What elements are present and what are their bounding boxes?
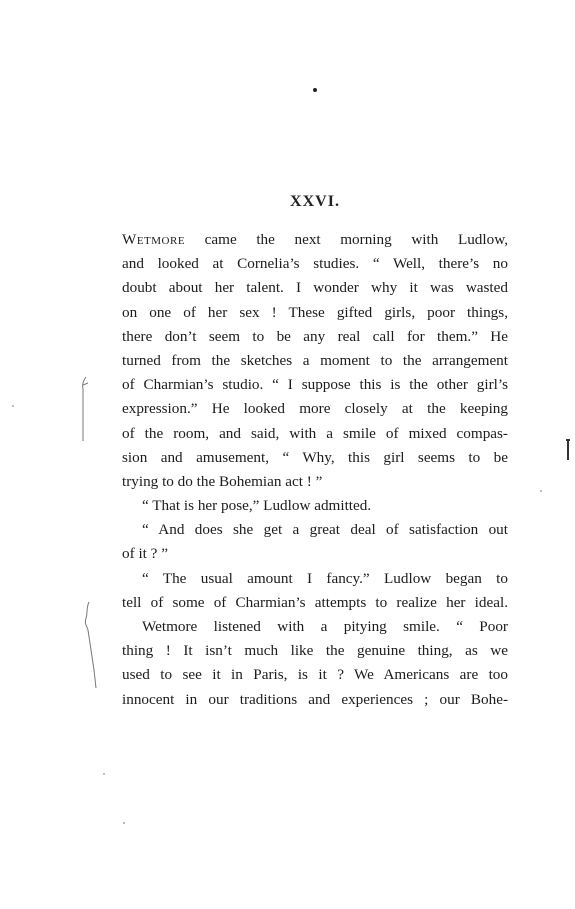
page-speck [123,822,125,824]
text-line [122,228,508,252]
text-line: innocent in our traditions and experiences ; our Bohe- [122,690,508,708]
text-line: used to see it in Paris, is it ? We Americans are too [122,666,508,684]
text-line: there don’t seem to be any real call for them.” He [122,327,508,345]
text-line: sion and amusement, “ Why, this girl seems to be [122,448,508,466]
text-line: of it ? ” [122,545,168,563]
text-line: on one of her sex ! These gifted girls, poor things, [122,303,508,321]
text-line: thing ! It isn’t much like the genuine thing, as we [122,642,508,660]
text-line: expression.” He looked more closely at the keeping [122,400,508,418]
text-line: “ That is her pose,” Ludlow admitted. [142,497,372,515]
opening-word: Wetmore [122,231,186,248]
page-speck [540,490,542,492]
text-line: trying to do the Bohemian act ! ” [122,472,323,490]
text-line: “ And does she get a great deal of satisfaction out [142,521,508,539]
line-text: came the next morning with Ludlow, [185,231,508,248]
ornament-dot [313,88,317,92]
text-line: of the room, and said, with a smile of mixed compas- [122,424,508,442]
text-line: and looked at Cornelia’s studies. “ Well, there’s no [122,255,508,273]
margin-bracket-mark [78,375,92,445]
page-body [122,228,508,712]
text-line: turned from the sketches a moment to the arrangement [122,351,508,369]
page-speck [103,773,105,775]
chapter-heading: XXVI. [290,193,340,210]
text-line: Wetmore listened with a pitying smile. “ Poor [142,618,508,635]
text-line: tell of some of Charmian’s attempts to realize her ideal. [122,593,508,611]
edge-mark [566,438,570,460]
text-line: doubt about her talent. I wonder why it was wasted [122,279,508,297]
margin-bracket-mark [82,600,102,692]
text-line: of Charmian’s studio. “ I suppose this is the other girl’s [122,376,508,394]
text-line: “ The usual amount I fancy.” Ludlow began to [142,569,508,587]
page-speck [12,405,14,407]
